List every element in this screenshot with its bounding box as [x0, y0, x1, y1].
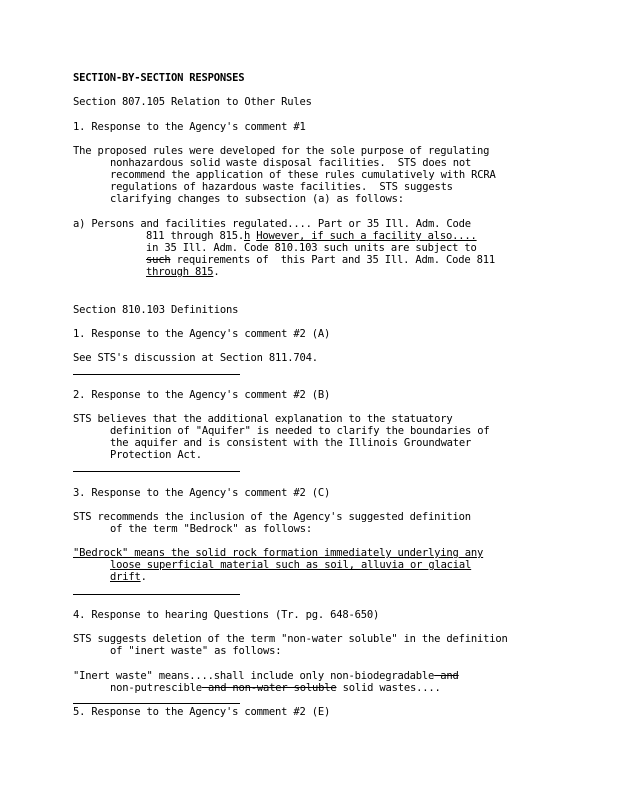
quoted-definition-line — [73, 670, 459, 682]
quoted-definition-line — [110, 682, 441, 694]
paragraph-line: STS suggests deletion of the term "non-water soluble" in the definition — [73, 633, 508, 645]
inserted-text: However, if such a facility also.... — [256, 230, 477, 242]
quote-text: solid wastes.... — [336, 682, 441, 694]
paragraph-line: the aquifer and is consistent with the Illinois Groundwater — [110, 437, 472, 449]
page-heading: SECTION-BY-SECTION RESPONSES — [73, 72, 245, 84]
quote-text: . — [140, 571, 147, 583]
deleted-text: and — [434, 670, 459, 682]
quoted-definition-line: loose superficial material such as soil, alluvia or glacial — [110, 559, 472, 571]
quoted-rule-line: a) Persons and facilities regulated.... Part or 35 Ill. Adm. Code — [73, 218, 471, 230]
paragraph-line: clarifying changes to subsection (a) as follows: — [110, 193, 404, 205]
paragraph-line: Protection Act. — [110, 449, 202, 461]
deleted-text: such — [146, 254, 171, 266]
quoted-rule-line — [146, 266, 219, 278]
quote-text: 811 through 815. — [146, 230, 244, 242]
inserted-text: through 815 — [146, 266, 214, 278]
paragraph-line: nonhazardous solid waste disposal facilities. STS does not — [110, 157, 472, 169]
paragraph-line: See STS's discussion at Section 811.704. — [73, 352, 318, 364]
quote-text: "Inert waste" means....shall include only non-biodegradable — [73, 670, 435, 682]
response-heading: 2. Response to the Agency's comment #2 (B) — [73, 389, 331, 401]
quote-text: non-putrescible — [110, 682, 202, 694]
response-heading: 1. Response to the Agency's comment #1 — [73, 121, 306, 133]
section-title-810-103: Section 810.103 Definitions — [73, 304, 239, 316]
quoted-rule-line — [146, 254, 495, 266]
quoted-definition-line: "Bedrock" means the solid rock formation immediately underlying any — [73, 547, 484, 559]
divider — [73, 471, 240, 472]
paragraph-line: of the term "Bedrock" as follows: — [110, 523, 313, 535]
quoted-rule-line: in 35 Ill. Adm. Code 810.103 such units are subject to — [146, 242, 477, 254]
inserted-text: h — [243, 230, 251, 242]
response-heading: 4. Response to hearing Questions (Tr. pg. 648-650) — [73, 609, 380, 621]
response-heading: 1. Response to the Agency's comment #2 (A) — [73, 328, 331, 340]
paragraph-line: STS believes that the additional explanation to the statuatory — [73, 413, 453, 425]
divider — [73, 594, 240, 595]
paragraph-line: The proposed rules were developed for the sole purpose of regulating — [73, 145, 490, 157]
quote-text: . — [213, 266, 220, 278]
deleted-text: and non-water soluble — [201, 682, 337, 694]
paragraph-line: of "inert waste" as follows: — [110, 645, 282, 657]
quote-text: requirements of this Part and 35 Ill. Adm. Code 811 — [170, 254, 495, 266]
divider — [73, 703, 240, 704]
section-title-807-105: Section 807.105 Relation to Other Rules — [73, 96, 312, 108]
paragraph-line: recommend the application of these rules cumulatively with RCRA — [110, 169, 496, 181]
paragraph-line: STS recommends the inclusion of the Agency's suggested definition — [73, 511, 471, 523]
quoted-definition-line — [110, 571, 147, 583]
paragraph-line: definition of "Aquifer" is needed to clarify the boundaries of — [110, 425, 490, 437]
quoted-rule-line — [146, 230, 477, 242]
response-heading: 3. Response to the Agency's comment #2 (C) — [73, 487, 331, 499]
divider — [73, 374, 240, 375]
paragraph-line: regulations of hazardous waste facilities. STS suggests — [110, 181, 453, 193]
inserted-text: drift — [110, 571, 141, 583]
response-heading: 5. Response to the Agency's comment #2 (E) — [73, 706, 331, 718]
